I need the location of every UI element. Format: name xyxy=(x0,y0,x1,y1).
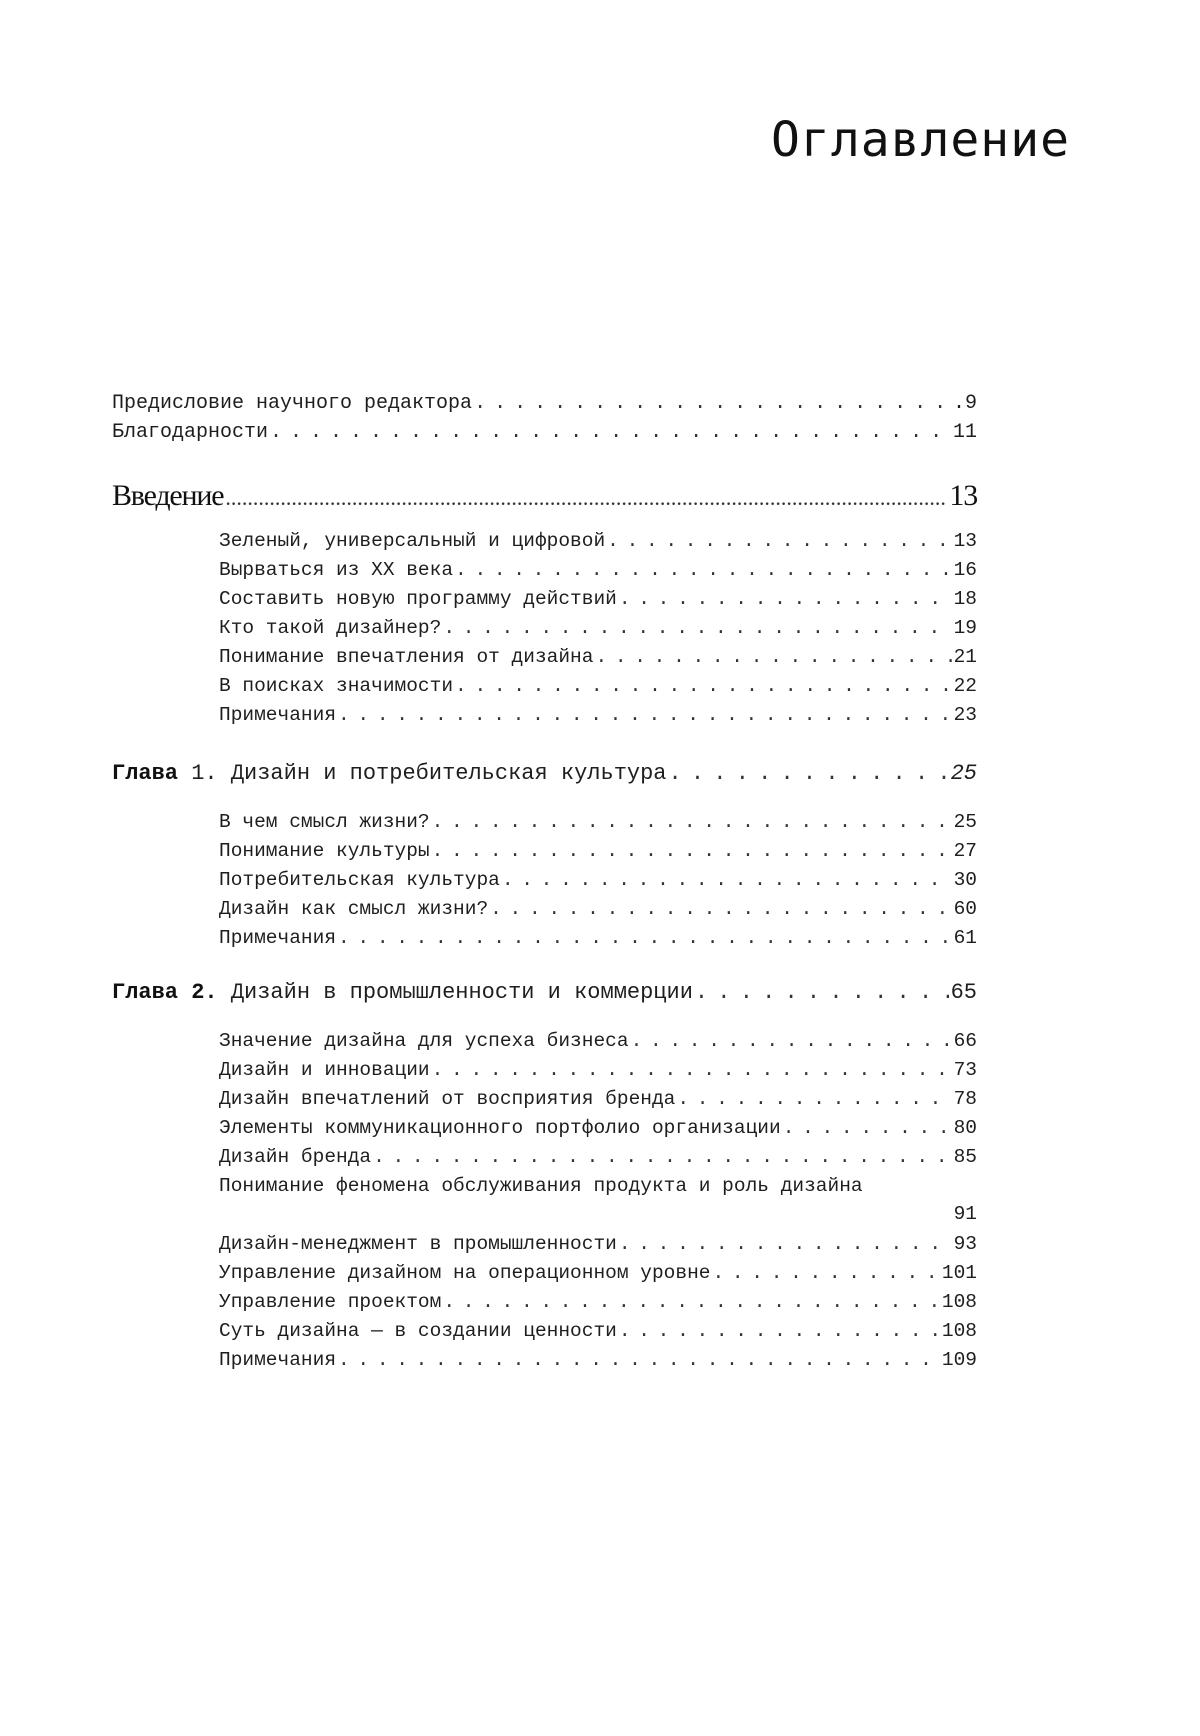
toc-entry-page: 93 xyxy=(953,1233,977,1255)
toc-entry-page: 109 xyxy=(941,1349,977,1371)
toc-entry-page: 61 xyxy=(953,927,977,949)
dot-leader xyxy=(619,1230,952,1258)
toc-entry[interactable] xyxy=(219,1143,977,1171)
dot-leader xyxy=(631,1027,952,1055)
toc-entry-page: 91 xyxy=(953,1203,977,1225)
dot-leader xyxy=(373,1143,951,1171)
toc-entry-page: 22 xyxy=(953,675,977,697)
toc-entry-label: Дизайн впечатлений от восприятия бренда xyxy=(219,1088,676,1110)
toc-entry-label: Понимание культуры xyxy=(219,840,430,862)
toc-entry-page: 60 xyxy=(953,898,977,920)
toc-entry[interactable] xyxy=(219,837,977,865)
toc-entry[interactable] xyxy=(219,643,977,671)
toc-entry-page: 65 xyxy=(950,980,977,1005)
dot-leader xyxy=(619,1317,940,1345)
chapter-title: Дизайн в промышленности и коммерции xyxy=(230,980,693,1005)
table-of-contents xyxy=(112,0,982,1736)
toc-entry-label: Предисловие научного редактора xyxy=(112,392,473,415)
toc-entry-chapter-2[interactable] xyxy=(112,979,977,1007)
toc-entry-page: .9 xyxy=(952,392,977,415)
toc-entry[interactable] xyxy=(219,924,977,952)
toc-entry-label: Составить новую программу действий xyxy=(219,588,617,610)
toc-entry[interactable] xyxy=(219,527,977,555)
toc-entry[interactable] xyxy=(219,1317,977,1345)
dot-leader xyxy=(225,480,947,519)
dot-leader xyxy=(432,808,952,836)
toc-entry-label: Понимание впечатления от дизайна xyxy=(219,646,594,668)
dot-leader xyxy=(455,556,952,584)
chapter-title: Дизайн и потребительская культура xyxy=(230,761,667,786)
toc-entry-chapter-1[interactable] xyxy=(112,760,977,788)
dot-leader xyxy=(338,1346,940,1374)
toc-entry[interactable] xyxy=(219,614,977,642)
toc-entry[interactable] xyxy=(219,808,977,836)
toc-entry[interactable] xyxy=(219,1259,977,1287)
toc-entry-page: 101 xyxy=(941,1262,977,1284)
dot-leader xyxy=(474,390,951,418)
dot-leader xyxy=(338,924,952,952)
toc-entry-page: 27 xyxy=(953,840,977,862)
toc-entry-page: 108 xyxy=(941,1320,977,1342)
toc-entry[interactable] xyxy=(219,866,977,894)
toc-entry-page: 25 xyxy=(950,761,977,786)
toc-entry-page: 11 xyxy=(952,421,977,444)
dot-leader xyxy=(490,895,951,923)
toc-entry-page: 66 xyxy=(953,1030,977,1052)
dot-leader xyxy=(432,1056,952,1084)
toc-entry-label: Примечания xyxy=(219,927,337,949)
toc-entry-page: 16 xyxy=(953,559,977,581)
toc-entry-label: Суть дизайна — в создании ценности xyxy=(219,1320,617,1342)
toc-entry-label: Элементы коммуникационного портфолио организации xyxy=(219,1117,781,1139)
toc-entry-label: Дизайн как смысл жизни? xyxy=(219,898,489,920)
toc-entry-label: Благодарности xyxy=(112,421,269,444)
toc-entry-page: 23 xyxy=(953,704,977,726)
toc-entry-page: 30 xyxy=(953,869,977,891)
toc-entry-label: Вырваться из XX века xyxy=(219,559,454,581)
dot-leader xyxy=(455,672,952,700)
toc-entry[interactable] xyxy=(219,1346,977,1374)
toc-entry-label: Дизайн-менеджмент в промышленности xyxy=(219,1233,617,1255)
dot-leader xyxy=(695,979,949,1007)
toc-entry[interactable] xyxy=(219,672,977,700)
chapter-number: 1. xyxy=(191,761,218,786)
toc-entry-label: Потребительская культура xyxy=(219,869,500,891)
toc-entry-label xyxy=(112,979,693,1007)
dot-leader xyxy=(669,760,949,788)
toc-entry-page: 21 xyxy=(953,646,977,668)
toc-entry-page: 78 xyxy=(953,1088,977,1110)
toc-entry-label: Дизайн и инновации xyxy=(219,1059,430,1081)
dot-leader xyxy=(595,643,951,671)
toc-entry-acknowledgements[interactable] xyxy=(112,419,977,447)
toc-entry[interactable] xyxy=(219,1114,977,1142)
dot-leader xyxy=(783,1114,952,1142)
dot-leader xyxy=(712,1259,939,1287)
toc-entry-page: 85 xyxy=(953,1146,977,1168)
toc-entry-label xyxy=(112,760,667,788)
toc-entry-label: Значение дизайна для успеха бизнеса xyxy=(219,1030,629,1052)
toc-entry-label: Управление проектом xyxy=(219,1291,442,1313)
toc-entry[interactable] xyxy=(219,701,977,729)
toc-entry-wrapped[interactable] xyxy=(219,1172,977,1228)
toc-entry[interactable] xyxy=(219,1288,977,1316)
toc-entry-page: 25 xyxy=(953,811,977,833)
toc-entry-label: Примечания xyxy=(219,704,337,726)
chapter-word: Глава xyxy=(112,980,179,1005)
toc-entry-page: 108 xyxy=(941,1291,977,1313)
dot-leader xyxy=(502,866,952,894)
toc-entry-page: 80 xyxy=(953,1117,977,1139)
toc-entry-page: 13 xyxy=(953,530,977,552)
dot-leader xyxy=(443,1288,940,1316)
toc-entry[interactable] xyxy=(219,556,977,584)
dot-leader xyxy=(607,527,951,555)
toc-entry-label: Введение xyxy=(112,479,224,512)
toc-entry[interactable] xyxy=(219,1230,977,1258)
page-title: Оглавление xyxy=(771,112,1070,168)
toc-entry-label: В чем смысл жизни? xyxy=(219,811,430,833)
toc-entry[interactable] xyxy=(219,1027,977,1055)
toc-entry-preface[interactable] xyxy=(112,390,977,418)
dot-leader xyxy=(432,837,952,865)
dot-leader xyxy=(338,701,952,729)
toc-entry[interactable] xyxy=(219,1085,977,1113)
dot-leader xyxy=(443,614,951,642)
toc-entry-page: 13 xyxy=(949,479,977,512)
toc-entry-page: 18 xyxy=(953,588,977,610)
toc-entry[interactable] xyxy=(219,585,977,613)
toc-entry-label: Кто такой дизайнер? xyxy=(219,617,442,639)
toc-entry-label: В поисках значимости xyxy=(219,675,454,697)
chapter-word: Глава xyxy=(112,761,179,786)
toc-entry-label: Понимание феномена обслуживания продукта и роль дизайна xyxy=(219,1175,863,1197)
toc-entry-page: 73 xyxy=(953,1059,977,1081)
toc-entry[interactable] xyxy=(219,1056,977,1084)
dot-leader xyxy=(270,419,951,447)
dot-leader xyxy=(619,585,952,613)
toc-entry-introduction[interactable] xyxy=(112,478,977,514)
chapter-number: 2. xyxy=(191,980,218,1005)
toc-entry-page: 19 xyxy=(953,617,977,639)
toc-entry-label: Примечания xyxy=(219,1349,337,1371)
dot-leader xyxy=(677,1085,951,1113)
toc-entry-label: Дизайн бренда xyxy=(219,1146,372,1168)
toc-entry-label: Зеленый, универсальный и цифровой xyxy=(219,530,606,552)
toc-entry-label: Управление дизайном на операционном уровне xyxy=(219,1262,711,1284)
toc-entry[interactable] xyxy=(219,895,977,923)
